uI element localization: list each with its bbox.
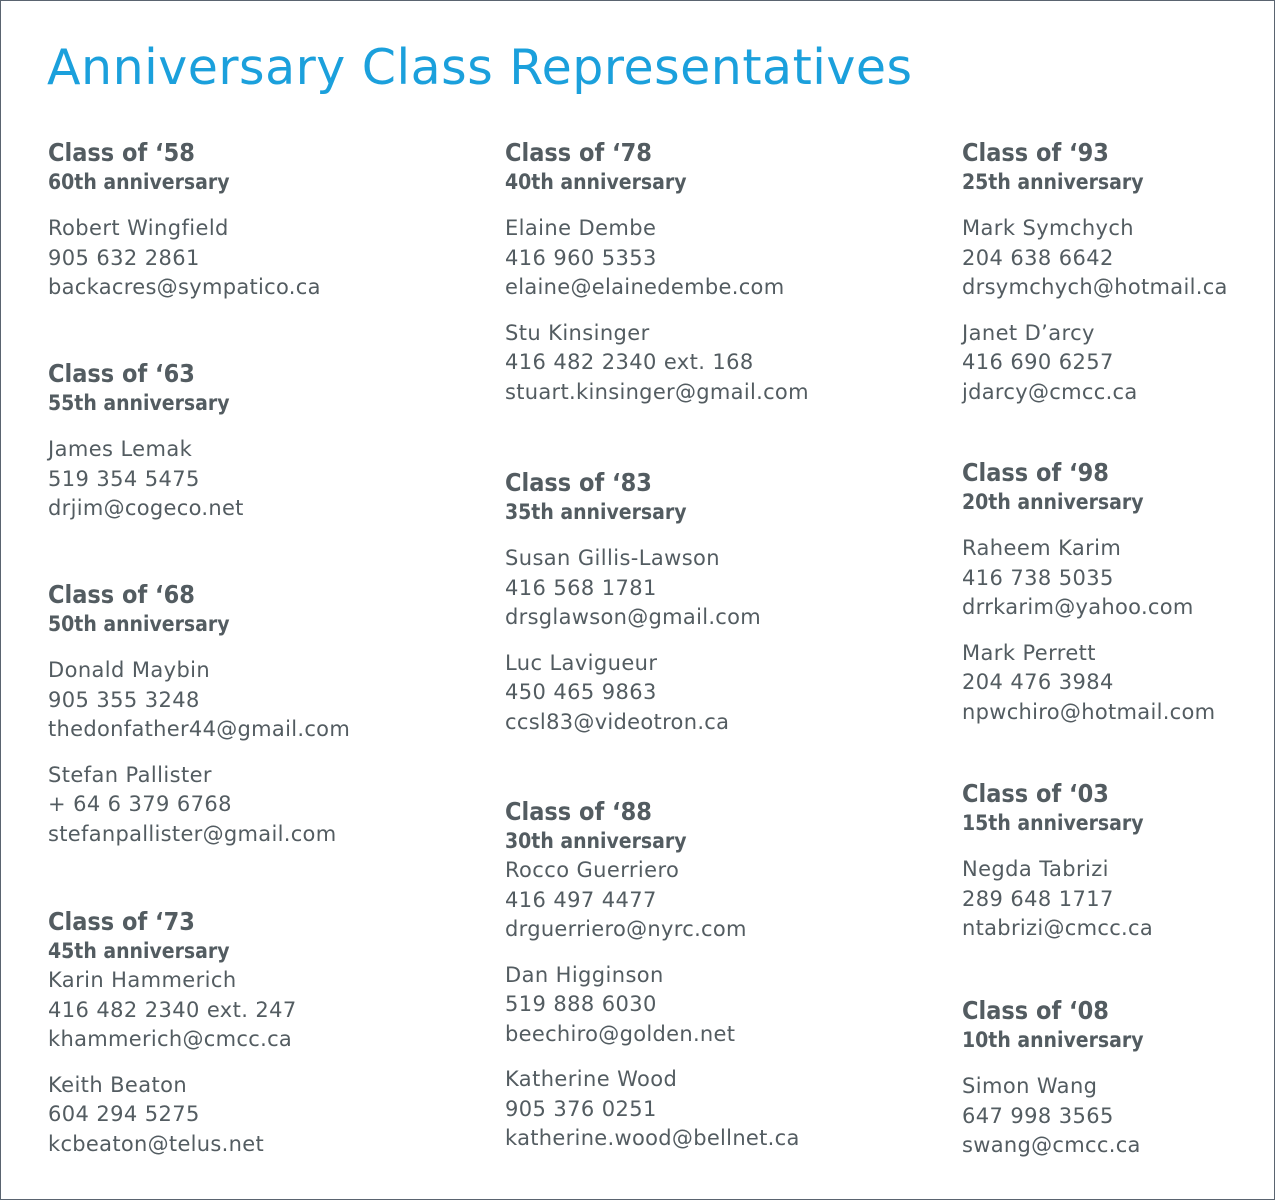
rep-phone: 416 482 2340 ext. 168 [505,350,754,374]
anniversary-label: 10th anniversary [962,1028,1144,1052]
rep-name: Negda Tabrizi [962,857,1109,881]
rep-name: Robert Wingfield [48,216,229,240]
rep-email: drsglawson@gmail.com [505,605,762,629]
representative [962,214,1262,303]
anniversary-label: 30th anniversary [505,829,687,853]
anniversary-label: 40th anniversary [505,170,687,194]
class-heading: Class of ‘88 [505,797,652,826]
rep-phone: 204 638 6642 [962,245,1114,270]
class-heading: Class of ‘93 [962,138,1109,167]
representative [962,1072,1262,1161]
class-group [505,797,935,1154]
class-heading: Class of ‘63 [48,359,195,388]
anniversary-label: 35th anniversary [505,500,687,524]
rep-name: Donald Maybin [48,658,211,682]
rep-email: ccsl83@videotron.ca [505,709,730,734]
representative [962,855,1262,944]
rep-name: Elaine Dembe [505,216,657,240]
class-group [48,359,478,524]
class-heading: Class of ‘03 [962,779,1109,808]
rep-phone: 289 648 1717 [962,886,1114,911]
representative [48,1071,478,1160]
rep-email: khammerich@cmcc.ca [48,1027,293,1051]
rep-phone: 416 568 1781 [505,575,657,600]
class-heading: Class of ‘58 [48,138,195,167]
class-group [962,996,1262,1161]
rep-phone: 905 355 3248 [48,687,200,712]
rep-phone: 905 632 2861 [48,245,200,270]
rep-email: kcbeaton@telus.net [48,1131,264,1156]
class-heading: Class of ‘78 [505,138,652,167]
representative [48,966,478,1055]
page-title: Anniversary Class Representatives [47,39,913,96]
anniversary-label: 45th anniversary [48,939,230,963]
rep-email: stuart.kinsinger@gmail.com [505,379,809,404]
class-group [48,138,478,303]
anniversary-label: 50th anniversary [48,612,230,636]
rep-name: James Lemak [48,437,193,461]
rep-phone: 416 482 2340 ext. 247 [48,997,297,1022]
class-heading: Class of ‘83 [505,468,652,497]
class-heading: Class of ‘98 [962,458,1109,487]
rep-email: thedonfather44@gmail.com [48,717,351,741]
rep-phone: + 64 6 379 6768 [48,792,232,816]
representative [48,214,478,303]
rep-email: backacres@sympatico.ca [48,275,321,299]
representative [505,214,935,303]
class-group [48,907,478,1159]
rep-phone: 905 376 0251 [505,1096,657,1121]
rep-name: Mark Symchych [962,216,1135,240]
rep-phone: 450 465 9863 [505,680,657,704]
representative [505,544,935,633]
class-group [505,138,935,407]
anniversary-label: 25th anniversary [962,170,1144,194]
rep-name: Katherine Wood [505,1067,678,1091]
rep-name: Susan Gillis-Lawson [505,546,721,570]
class-group [505,468,935,737]
anniversary-label: 20th anniversary [962,490,1144,514]
rep-name: Janet D’arcy [962,320,1095,345]
rep-name: Mark Perrett [962,640,1096,665]
rep-phone: 416 497 4477 [505,887,657,912]
rep-email: elaine@elainedembe.com [505,275,785,299]
rep-email: jdarcy@cmcc.ca [962,379,1138,404]
representative [962,319,1262,408]
rep-phone: 519 888 6030 [505,992,657,1016]
representative [505,961,935,1050]
rep-email: ntabrizi@cmcc.ca [962,916,1154,940]
rep-email: npwchiro@hotmail.com [962,699,1216,724]
representative [962,639,1262,728]
rep-email: drsymchych@hotmail.ca [962,275,1228,299]
representative [962,534,1262,623]
rep-name: Stefan Pallister [48,762,212,787]
representative [505,856,935,945]
rep-email: stefanpallister@gmail.com [48,821,337,846]
rep-phone: 647 998 3565 [962,1103,1114,1128]
rep-phone: 416 690 6257 [962,350,1114,374]
rep-name: Raheem Karim [962,536,1122,560]
rep-name: Luc Lavigueur [505,650,658,675]
representative [505,1065,935,1154]
anniversary-label: 55th anniversary [48,391,230,415]
class-group [962,779,1262,944]
rep-phone: 204 476 3984 [962,670,1114,694]
rep-email: drrkarim@yahoo.com [962,595,1194,619]
class-group [48,580,478,849]
rep-name: Keith Beaton [48,1072,188,1097]
rep-name: Stu Kinsinger [505,320,650,345]
rep-name: Rocco Guerriero [505,858,680,882]
rep-phone: 416 738 5035 [962,565,1114,590]
rep-phone: 416 960 5353 [505,245,657,270]
representative [48,435,478,524]
anniversary-label: 15th anniversary [962,811,1144,835]
rep-email: katherine.wood@bellnet.ca [505,1126,800,1150]
rep-phone: 604 294 5275 [48,1102,200,1126]
class-heading: Class of ‘73 [48,907,195,936]
rep-email: beechiro@golden.net [505,1021,736,1046]
anniversary-label: 60th anniversary [48,170,230,194]
rep-email: swang@cmcc.ca [962,1133,1141,1157]
rep-phone: 519 354 5475 [48,466,200,491]
rep-name: Dan Higginson [505,962,664,987]
rep-name: Karin Hammerich [48,968,237,992]
representative [505,319,935,408]
class-group [962,138,1262,407]
class-heading: Class of ‘08 [962,996,1109,1025]
representative [48,761,478,850]
representative [505,649,935,738]
representative [48,656,478,745]
rep-email: drguerriero@nyrc.com [505,917,747,941]
class-group [962,458,1262,727]
rep-email: drjim@cogeco.net [48,496,244,520]
rep-name: Simon Wang [962,1074,1098,1098]
class-heading: Class of ‘68 [48,580,195,609]
